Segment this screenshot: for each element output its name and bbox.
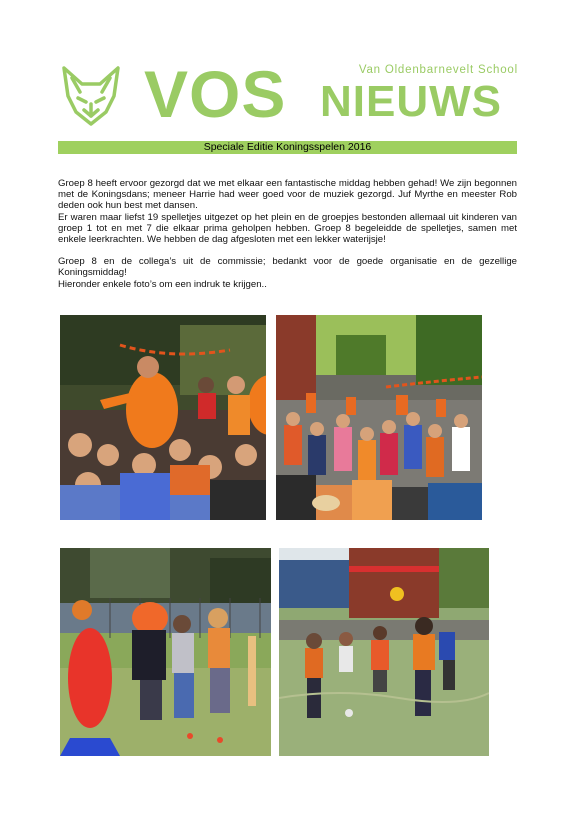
article-body (58, 178, 517, 290)
paragraph: Groep 8 heeft ervoor gezorgd dat we met elkaar een fantastische middag hebben gehad! We zijn begonnen met de Koningsdans; meneer Harrie had weer goed voor de muziek gezorgd. Juf Myrthe en meester Rob deden ook hun best met dansen. (58, 178, 517, 212)
edition-banner: Speciale Editie Koningsspelen 2016 (58, 141, 517, 154)
paragraph: Er waren maar liefst 19 spelletjes uitgezet op het plein en de groepjes bestonden allemaal uit kinderen van groep 1 tot en met 7 die elkaar prima geholpen hebben. Groep 8 begeleidde de spelletjes, samen met enkele leerkrachten. We hebben de dag afgesloten met een lekker waterijsje! (58, 211, 517, 246)
photo-schoolplein-dans (276, 315, 482, 520)
masthead-title-vos: VOS (144, 57, 287, 131)
masthead-title-nieuws: NIEUWS (320, 77, 502, 126)
photo-spelletjes-plein (279, 548, 489, 756)
photo-koningsdans (60, 315, 266, 520)
paragraph: Hieronder enkele foto’s om een indruk te krijgen.. (58, 278, 267, 290)
paragraph: Groep 8 en de collega’s uit de commissie; bedankt voor de goede organisatie en de gezellige Koningsmiddag! (58, 256, 517, 279)
school-name: Van Oldenbarnevelt School (358, 64, 518, 76)
photo-verkleedde-kinderen (60, 548, 271, 756)
masthead (58, 57, 518, 132)
fox-head-icon (58, 62, 124, 128)
